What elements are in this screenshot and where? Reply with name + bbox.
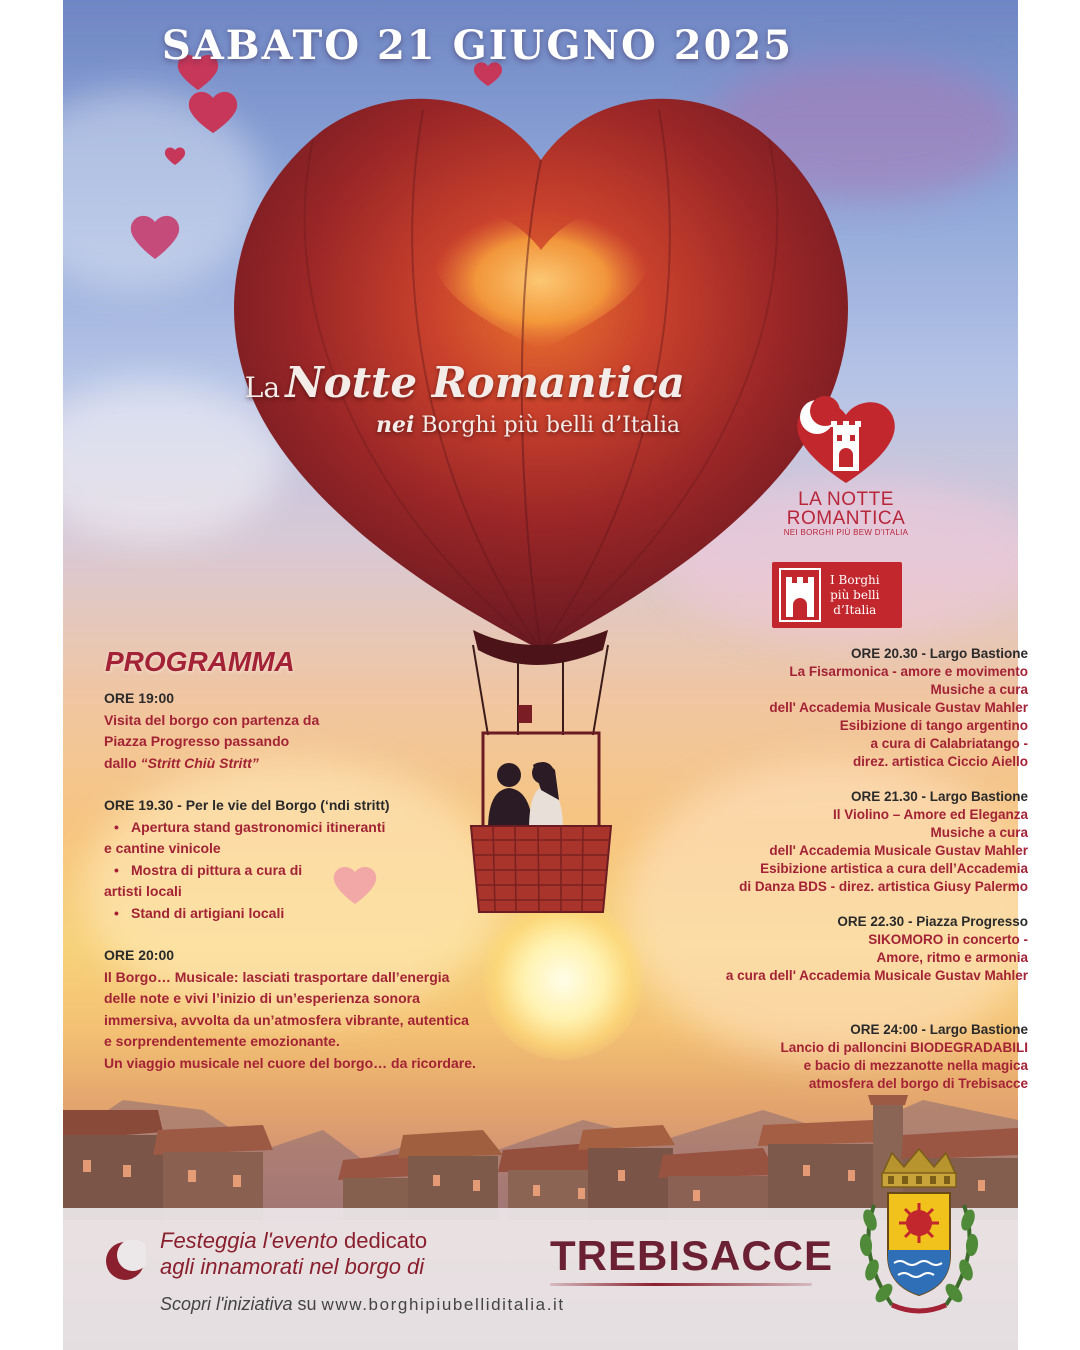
program-title: PROGRAMMA xyxy=(105,646,295,677)
event-time: ORE 19:00 xyxy=(104,690,175,706)
borghi-line3: d’Italia xyxy=(833,602,877,617)
event-time: ORE 21.30 - Largo Bastione xyxy=(850,789,1028,804)
event-place: - Per le vie del Borgo (‘ndi stritt) xyxy=(173,797,390,813)
website-link[interactable]: www.borghipiubelliditalia.it xyxy=(321,1295,565,1314)
event-text: Il Borgo… Musicale: lasciati trasportare dall’energia xyxy=(104,968,450,985)
event-subtitle xyxy=(205,412,680,438)
logo-line1: LA NOTTE xyxy=(798,489,894,510)
program-left-column xyxy=(104,688,524,1074)
event-text-part: dallo xyxy=(104,754,141,771)
borghi-logo xyxy=(772,562,902,628)
castle-heart-icon xyxy=(791,395,901,485)
event-text: a cura di Calabriatango - xyxy=(870,736,1028,751)
footer-su: su xyxy=(292,1294,322,1314)
footer-scopri xyxy=(160,1294,565,1315)
footer-line2: agli innamorati nel borgo di xyxy=(160,1254,425,1279)
event-text: direz. artistica Ciccio Aiello xyxy=(852,754,1028,769)
borghi-logo-text xyxy=(830,573,880,618)
event-text: a cura dell' Accademia Musicale Gustav Mahler xyxy=(725,968,1028,983)
event-text: Esibizione di tango argentino xyxy=(839,718,1028,733)
event-text: Lancio di palloncini BIODEGRADABILI xyxy=(780,1040,1028,1055)
event-text: delle note e vivi l’inizio di un’esperienza sonora xyxy=(104,990,420,1006)
coat-of-arms-icon xyxy=(852,1145,987,1325)
footer-scopri-italic: Scopri l'iniziativa xyxy=(160,1294,293,1314)
event-text: Piazza Progresso passando xyxy=(104,733,290,749)
notte-romantica-logo xyxy=(776,395,916,537)
heart-icon xyxy=(131,216,179,259)
event-text: e bacio di mezzanotte nella magica xyxy=(803,1058,1028,1073)
bullet-item: • Stand di artigiani locali xyxy=(104,903,524,925)
event-text: atmosfera del borgo di Trebisacce xyxy=(808,1076,1028,1091)
event-text: Musiche a cura xyxy=(930,825,1028,840)
event-subtitle-rest: Borghi più belli d’Italia xyxy=(421,413,680,438)
logo-line2: ROMANTICA xyxy=(786,508,906,529)
event-text: dell' Accademia Musicale Gustav Mahler xyxy=(769,700,1028,715)
program-right-column xyxy=(568,645,1028,1093)
footer-line1-italic: Festeggia l'evento xyxy=(160,1228,338,1253)
event-title xyxy=(205,358,685,407)
bullet-item: • Mostra di pittura a cura di xyxy=(104,860,524,882)
borghi-line1: I Borghi xyxy=(830,572,880,587)
event-subtitle-italic: nei xyxy=(376,412,415,438)
logo-line3: NEI BORGHI PIÙ BEW D'ITALIA xyxy=(783,528,909,537)
event-title-main: Notte Romantica xyxy=(285,358,685,407)
moon-icon xyxy=(104,1240,146,1282)
event-text: di Danza BDS - direz. artistica Giusy Palermo xyxy=(739,879,1028,894)
heart-icon xyxy=(189,92,237,133)
event-time: ORE 19.30 xyxy=(104,797,174,813)
event-text: Amore, ritmo e armonia xyxy=(876,950,1028,965)
event-time: ORE 24:00 - Largo Bastione xyxy=(850,1022,1028,1037)
event-time: ORE 20:00 xyxy=(104,947,175,963)
footer-line1-plain: dedicato xyxy=(337,1228,428,1253)
town-name: TREBISACCE xyxy=(550,1232,834,1279)
event-text: e cantine vinicole xyxy=(104,840,221,856)
event-time: ORE 20.30 - Largo Bastione xyxy=(850,646,1028,661)
event-title-la: La xyxy=(244,371,281,404)
event-text xyxy=(104,753,524,775)
event-text: Esibizione artistica a cura dell’Accademia xyxy=(760,861,1028,876)
event-text: Un viaggio musicale nel cuore del borgo… da ricordare. xyxy=(104,1054,476,1071)
event-text-italic: “Stritt Chiù Stritt” xyxy=(140,754,259,771)
heart-icon xyxy=(165,147,185,165)
event-text: e sorprendentemente emozionante. xyxy=(104,1033,340,1049)
event-text: artisti locali xyxy=(104,883,182,899)
event-time: ORE 22.30 - Piazza Progresso xyxy=(837,914,1028,929)
event-text: Musiche a cura xyxy=(930,682,1028,697)
bullet-item: • Apertura stand gastronomici itineranti xyxy=(104,817,524,839)
event-text: SIKOMORO in concerto - xyxy=(868,932,1028,947)
event-text: La Fisarmonica - amore e movimento xyxy=(789,664,1028,679)
event-heading xyxy=(104,795,524,817)
event-text: Il Violino – Amore ed Eleganza xyxy=(832,807,1028,822)
castle-icon xyxy=(778,567,822,623)
event-text: immersiva, avvolta da un’atmosfera vibrante, autentica xyxy=(104,1011,469,1028)
event-text: dell' Accademia Musicale Gustav Mahler xyxy=(769,843,1028,858)
borghi-line2: più belli xyxy=(830,587,880,602)
footer-line1 xyxy=(160,1228,427,1254)
event-text: Visita del borgo con partenza da xyxy=(104,711,320,728)
event-date: SABATO 21 GIUGNO 2025 xyxy=(161,22,794,69)
town-underline xyxy=(550,1283,812,1286)
